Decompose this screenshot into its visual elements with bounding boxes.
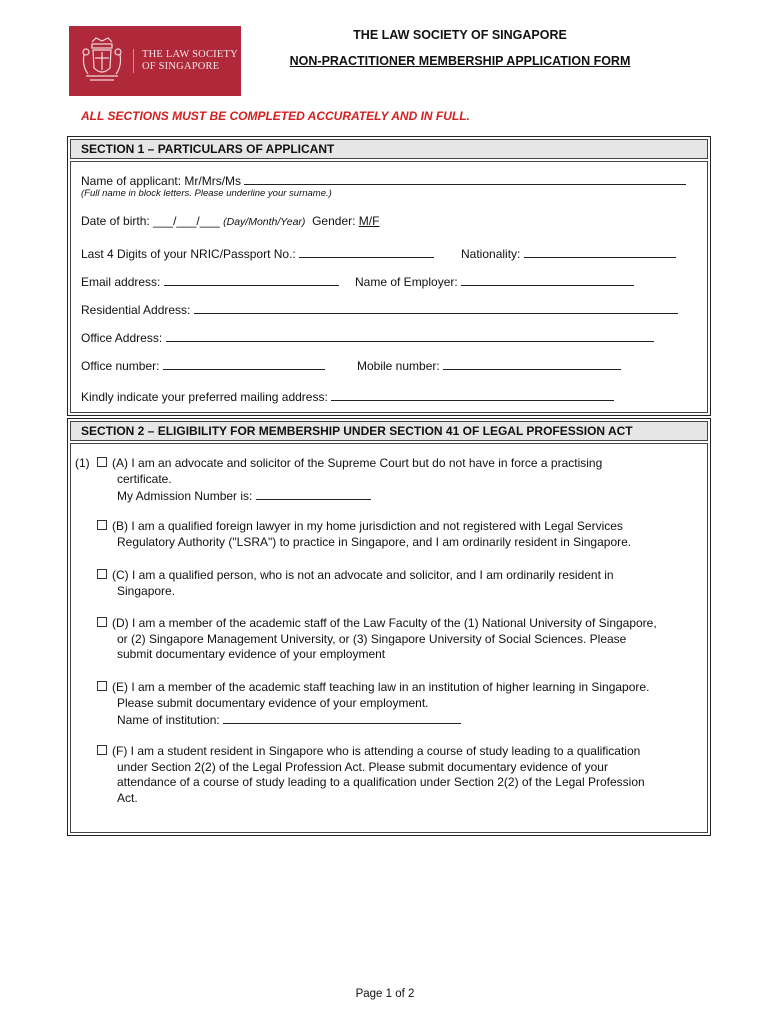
nationality-label: Nationality: <box>461 247 521 261</box>
nric-field[interactable] <box>299 245 434 258</box>
option-b <box>97 519 631 550</box>
option-b-text: (B) I am a qualified foreign lawyer in my home jurisdiction and not registered with Legal Services <box>112 519 623 533</box>
option-d <box>97 616 657 663</box>
office-address-label: Office Address: <box>81 331 163 345</box>
nric-label: Last 4 Digits of your NRIC/Passport No.: <box>81 247 296 261</box>
option-f-cont-3: Act. <box>117 790 138 805</box>
option-c <box>97 568 614 599</box>
option-c-text: (C) I am a qualified person, who is not an advocate and solicitor, and I am ordinarily resident in <box>112 568 614 582</box>
section-2-title: SECTION 2 – ELIGIBILITY FOR MEMBERSHIP UNDER SECTION 41 OF LEGAL PROFESSION ACT <box>70 421 708 441</box>
option-b-checkbox[interactable] <box>97 520 107 530</box>
completion-warning: ALL SECTIONS MUST BE COMPLETED ACCURATELY AND IN FULL. <box>81 109 470 123</box>
option-d-cont-2: submit documentary evidence of your employment <box>117 647 386 661</box>
email-field[interactable] <box>164 273 339 286</box>
gender-field[interactable]: M/F <box>358 214 380 228</box>
applicant-name-label: Name of applicant: Mr/Mrs/Ms <box>81 174 242 188</box>
option-c-checkbox[interactable] <box>97 569 107 579</box>
option-f-cont-2: attendance of a course of study leading to a qualification under Section 2(2) of the Legal Profession <box>117 775 645 789</box>
office-number-label: Office number: <box>81 359 160 373</box>
option-d-checkbox[interactable] <box>97 617 107 627</box>
section-2 <box>67 418 711 836</box>
admission-number-row <box>75 487 602 505</box>
residential-address-row <box>81 301 678 317</box>
option-e-checkbox[interactable] <box>97 681 107 691</box>
gender-label: Gender: <box>312 214 356 228</box>
page-number: Page 1 of 2 <box>355 988 415 1000</box>
law-society-logo <box>69 26 241 96</box>
section-1-title: SECTION 1 – PARTICULARS OF APPLICANT <box>70 139 708 159</box>
dob-format: (Day/Month/Year) <box>223 216 306 228</box>
option-a <box>75 456 602 505</box>
office-address-row <box>81 329 654 345</box>
employer-row <box>355 273 634 289</box>
mailing-address-label: Kindly indicate your preferred mailing address: <box>81 390 328 404</box>
mailing-address-row <box>81 388 614 404</box>
mobile-number-field[interactable] <box>443 357 621 370</box>
office-number-row <box>81 357 325 373</box>
option-f-cont-1: under Section 2(2) of the Legal Profession Act. Please submit documentary evidence of your <box>117 759 608 774</box>
nationality-field[interactable] <box>524 245 676 258</box>
nationality-row <box>461 245 676 261</box>
option-c-cont: Singapore. <box>117 583 176 598</box>
applicant-name-row <box>81 172 686 188</box>
form-title: NON-PRACTITIONER MEMBERSHIP APPLICATION FORM <box>289 54 631 68</box>
option-d-cont-1: or (2) Singapore Management University, or (3) Singapore University of Social Sciences. Please <box>117 631 627 646</box>
logo-line-2: OF SINGAPORE <box>142 61 220 72</box>
office-number-field[interactable] <box>163 357 325 370</box>
nric-row <box>81 245 434 261</box>
section-1-body <box>70 161 708 413</box>
applicant-name-field[interactable] <box>244 172 686 185</box>
crest-icon <box>79 35 125 87</box>
option-b-cont: Regulatory Authority ("LSRA") to practice in Singapore, and I am ordinarily resident in Singapore. <box>117 534 632 549</box>
section-1 <box>67 136 711 416</box>
employer-label: Name of Employer: <box>355 275 458 289</box>
eligibility-prefix: (1) <box>75 456 90 470</box>
option-d-text: (D) I am a member of the academic staff of the Law Faculty of the (1) National University of Singapore, <box>112 616 657 630</box>
mobile-number-row <box>357 357 621 373</box>
option-a-checkbox[interactable] <box>97 457 107 467</box>
option-f-checkbox[interactable] <box>97 745 107 755</box>
admission-number-label: My Admission Number is: <box>117 489 253 503</box>
institution-label: Name of institution: <box>117 713 220 727</box>
option-e-cont-1: Please submit documentary evidence of your employment. <box>117 695 429 710</box>
option-f <box>97 744 645 806</box>
employer-field[interactable] <box>461 273 634 286</box>
residential-address-label: Residential Address: <box>81 303 191 317</box>
applicant-name-note: (Full name in block letters. Please underline your surname.) <box>81 188 332 199</box>
admission-number-field[interactable] <box>256 487 371 500</box>
logo-wordmark <box>133 49 238 73</box>
option-e-text: (E) I am a member of the academic staff teaching law in an institution of higher learning in Singapore. <box>112 680 650 694</box>
email-row <box>81 273 339 289</box>
institution-field[interactable] <box>223 711 461 724</box>
page-title: THE LAW SOCIETY OF SINGAPORE <box>353 28 567 42</box>
option-e <box>97 680 649 729</box>
option-f-text: (F) I am a student resident in Singapore who is attending a course of study leading to a qualification <box>112 744 641 758</box>
institution-row <box>97 711 649 729</box>
section-2-body <box>70 443 708 833</box>
option-a-text: (A) I am an advocate and solicitor of the Supreme Court but do not have in force a practising <box>112 456 603 470</box>
option-a-cont: certificate. <box>117 471 172 486</box>
dob-label: Date of birth: <box>81 214 150 228</box>
mailing-address-field[interactable] <box>331 388 614 401</box>
dob-field[interactable]: ___/___/___ <box>153 214 220 228</box>
dob-gender-row <box>81 214 379 228</box>
office-address-field[interactable] <box>166 329 654 342</box>
mobile-number-label: Mobile number: <box>357 359 440 373</box>
residential-address-field[interactable] <box>194 301 678 314</box>
email-label: Email address: <box>81 275 161 289</box>
logo-line-1: THE LAW SOCIETY <box>142 49 238 60</box>
